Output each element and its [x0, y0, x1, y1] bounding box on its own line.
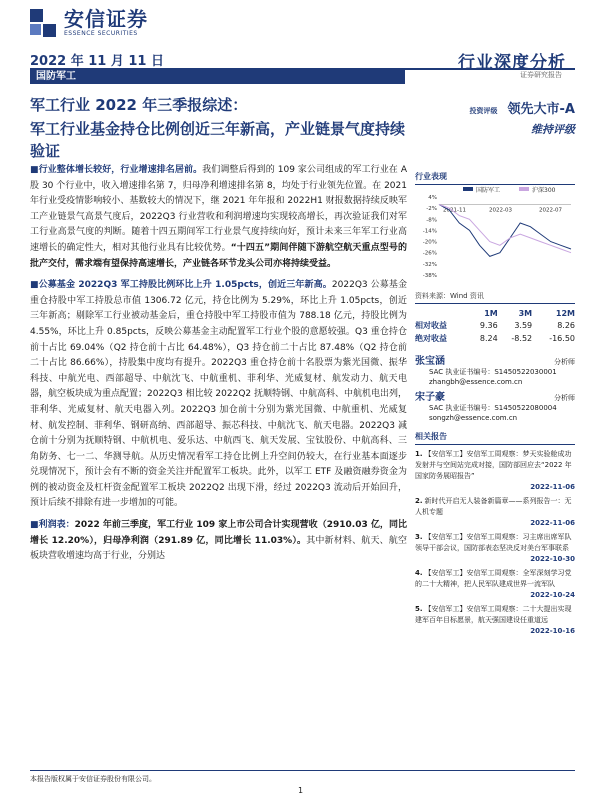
related-report-item[interactable]: 2. 新时代开启无人装备新篇章——系列报告一：无人机专题 2022-11-06 — [415, 497, 575, 527]
footer — [30, 770, 575, 784]
chart-source: 资料来源：Wind 资讯 — [415, 292, 484, 300]
y-tick-label: -14% — [422, 228, 437, 235]
related-report-item[interactable]: 4. 【安信军工】安信军工周观察：全军深刻学习党的二十大精神，把人民军队建成世界一流军队 2022-10-24 — [415, 569, 575, 599]
analyst-2-name: 宋子豪 — [415, 392, 445, 403]
related-report-item[interactable]: 1. 【安信军工】安信军工周观察：梦天实验舱成功发射并与空间站完成对接，国防部回应去“2022 年国家防务展昭报告” 2022-11-06 — [415, 450, 575, 491]
related-report-date: 2022-10-24 — [530, 591, 575, 599]
main-body — [30, 163, 407, 571]
related-report-text: 【安信军工】安信军工周观察：二十大提出实现建军百年目标愿景，航天强国建设任重道远 — [415, 605, 572, 624]
analyst-2-role: 分析师 — [554, 394, 575, 402]
rating-block — [415, 98, 575, 117]
paragraph-1-text: 我们调整后得到的 109 家公司组成的军工行业在 A 股 30 个行业中，收入增速排名第 7，归母净利增速排名第 8，均处于行业领先位置。在 2021 年行业受疫情影响较小、基数较大的情况下，继 2021 年年报和 2022H1 财报数据持续反映军工产业链景气高景气度后，2022Q3 行业营收和利润增速均实现较高增长，再次验证我们对军工行业高景气度的判断。随着十四五期间军工行业景气度持续向好，预计未来三年军工行业高速增长的确定性大，相对其他行业具有比较优势。 — [30, 165, 407, 253]
paragraph-1-bold: “十四五”期间伴随下游航空航天重点型号的批产交付，需求端有望保持高速增长，产业链各环节龙头公司亦将持续受益。 — [30, 242, 407, 269]
related-report-date: 2022-11-06 — [530, 483, 575, 491]
analyst-1-email[interactable]: zhangbh@essence.com.cn — [429, 378, 523, 386]
x-tick-label: 2022-03 — [489, 207, 512, 214]
analyst-1-name: 张宝涵 — [415, 356, 445, 367]
x-tick-label: 2021-11 — [443, 207, 466, 214]
rating-name: 领先大市-A — [507, 102, 575, 117]
report-subtype: 证券研究报告 — [520, 71, 562, 79]
legend-swatch-a — [463, 187, 473, 191]
footer-text: 本报告版权属于安信证券股份有限公司。 — [30, 775, 156, 783]
perf-chart-svg — [415, 185, 575, 285]
related-report-date: 2022-10-30 — [530, 555, 575, 563]
logo-mark-icon — [30, 9, 56, 37]
paragraph-3 — [30, 518, 407, 565]
analyst-1-cert: SAC 执业证书编号：S1450522030001 — [429, 368, 557, 376]
page-number: 1 — [298, 786, 304, 795]
analyst-2-email[interactable]: songzh@essence.com.cn — [429, 414, 518, 422]
analyst-2 — [415, 393, 575, 423]
report-title-line1: 军工行业 2022 年三季报综述： — [30, 96, 248, 114]
related-report-date: 2022-11-06 — [530, 519, 575, 527]
related-report-text: 【安信军工】安信军工周观察：梦天实验舱成功发射并与空间站完成对接，国防部回应去“2022 年国家防务展昭报告” — [415, 450, 572, 480]
paragraph-3-lead: ■利润表： — [30, 520, 75, 531]
related-report-text: 【安信军工】安信军工周观察：习主席出席军队领导干部会议，国防部表态坚决反对美台军事联系 — [415, 533, 572, 552]
rating-keep: 维持评级 — [531, 123, 575, 136]
related-report-item[interactable]: 5. 【安信军工】安信军工周观察：二十大提出实现建军百年目标愿景，航天强国建设任重道远 2022-10-16 — [415, 605, 575, 635]
report-title-line2: 军工行业基金持仓比例创近三年新高，产业链景气度持续验证 — [30, 120, 406, 160]
y-tick-label: -26% — [422, 250, 437, 257]
analyst-2-cert: SAC 执业证书编号：S1450522080004 — [429, 404, 557, 412]
sidebar — [415, 90, 575, 640]
sector-bar: 国防军工 — [30, 70, 405, 84]
related-list — [415, 449, 575, 637]
related-title: 相关报告 — [415, 431, 575, 445]
y-tick-label: 4% — [428, 195, 437, 201]
y-tick-label: -38% — [422, 273, 437, 279]
perf-table — [415, 308, 575, 345]
y-tick-label: -8% — [426, 217, 437, 224]
legend-label-a: 国防军工 — [476, 187, 501, 194]
report-type: 行业深度分析 — [458, 53, 566, 73]
y-tick-label: -32% — [422, 261, 437, 268]
related-report-text: 【安信军工】安信军工周观察：全军深刻学习党的二十大精神，把人民军队建成世界一流军队 — [415, 569, 572, 588]
paragraph-3-text: 其中新材料、航天、航空板块营收增速均高于行业，分别达 — [30, 535, 407, 562]
related-report-date: 2022-10-16 — [530, 627, 575, 635]
y-tick-label: -2% — [426, 206, 437, 213]
legend-swatch-b — [519, 187, 529, 191]
perf-row-absolute: 绝对收益 8.24 -8.52 -16.50 — [415, 334, 575, 343]
perf-chart — [415, 185, 575, 285]
company-logo — [30, 8, 148, 37]
perf-row-relative: 相对收益 9.36 3.59 8.26 — [415, 321, 575, 330]
legend-label-b: 沪深300 — [532, 187, 556, 194]
report-date: 2022 年 11 月 11 日 — [30, 54, 164, 69]
paragraph-2-text: 2022Q3 公募基金重仓持股中军工持股总市值 1306.72 亿元，持仓比例为 5.29%，环比上升 1.05pcts，创近三年新高；剔除军工行业被动基金后，重仓持股中军工持股市值为 788.18 亿元，持股比例为 4.55%，环比上升 0.85pcts，反映公募基金主动配置军工行业个股的意愿较强。Q3 重仓持仓前十占比 69.04%（Q2 持仓前十占比 64.48%），Q3 持仓前二十占比 87.48%（Q2 持仓前二十占比 86.66%），持股集中度均有提升。2022Q3 重仓持仓前十名股票为紫光国微、振华科技、中航光电、西部超导、中航沈飞、中航重机、菲利华、光威复材、航发动力、航天电器，航空板块成为重点配置；2022Q3 相比较 2022Q2 抚顺特钢、中航高科、中航机电出列，菲利华、光威复材、航天电器入列。2022Q3 加仓前十分别为紫光国微、中航重机、光威复材、航发控制、菲利华、钢研高纳、西部超导、振芯科技、中航沈飞、航天电器。2022Q3 减仓前十分别为抚顺特钢、中航机电、爱乐达、中航西飞、航天发展、宝钛股份、中航高科、三角防务、七一二、华测导航。从历史情况看军工持仓比例上升空间仍较大，在行业基本面逐步兑现情况下，预计会有不断的资金关注并配置军工板块。此外，以军工 ETF 及融资融券资金为例的被动资金及杠杆资金配置军工板块 2022Q2 出现下滑，经过 2022Q3 流动后开始回升，预计后续不排除有进一步增加的可能。 — [30, 280, 408, 509]
perf-table-header: 1M 3M 12M — [484, 309, 575, 318]
logo-chinese: 安信证券 — [64, 7, 148, 31]
related-report-text: 新时代开启无人装备新篇章——系列报告一：无人机专题 — [415, 497, 572, 516]
analyst-1-role: 分析师 — [554, 358, 575, 366]
analyst-1 — [415, 357, 575, 387]
y-tick-label: -20% — [422, 239, 437, 246]
paragraph-2-lead: ■公募基金 2022Q3 军工持股比例环比上升 1.05pcts，创近三年新高。 — [30, 280, 332, 291]
rating-label: 投资评级 — [469, 107, 498, 115]
paragraph-3-bold: 2022 年前三季度，军工行业 109 家上市公司合计实现营收（2910.03 亿，同比增长 12.20%），归母净利润（291.89 亿，同比增长 11.03%）。 — [30, 520, 407, 546]
x-tick-label: 2022-07 — [539, 207, 562, 214]
report-header — [0, 0, 600, 80]
related-report-item[interactable]: 3. 【安信军工】安信军工周观察：习主席出席军队领导干部会议，国防部表态坚决反对美台军事联系 2022-10-30 — [415, 533, 575, 563]
paragraph-2 — [30, 278, 407, 512]
paragraph-1-lead: ■行业整体增长较好，行业增速排名居前。 — [30, 165, 203, 175]
logo-english: ESSENCE SECURITIES — [64, 30, 138, 37]
perf-title: 行业表现 — [415, 171, 575, 185]
paragraph-1 — [30, 163, 407, 272]
